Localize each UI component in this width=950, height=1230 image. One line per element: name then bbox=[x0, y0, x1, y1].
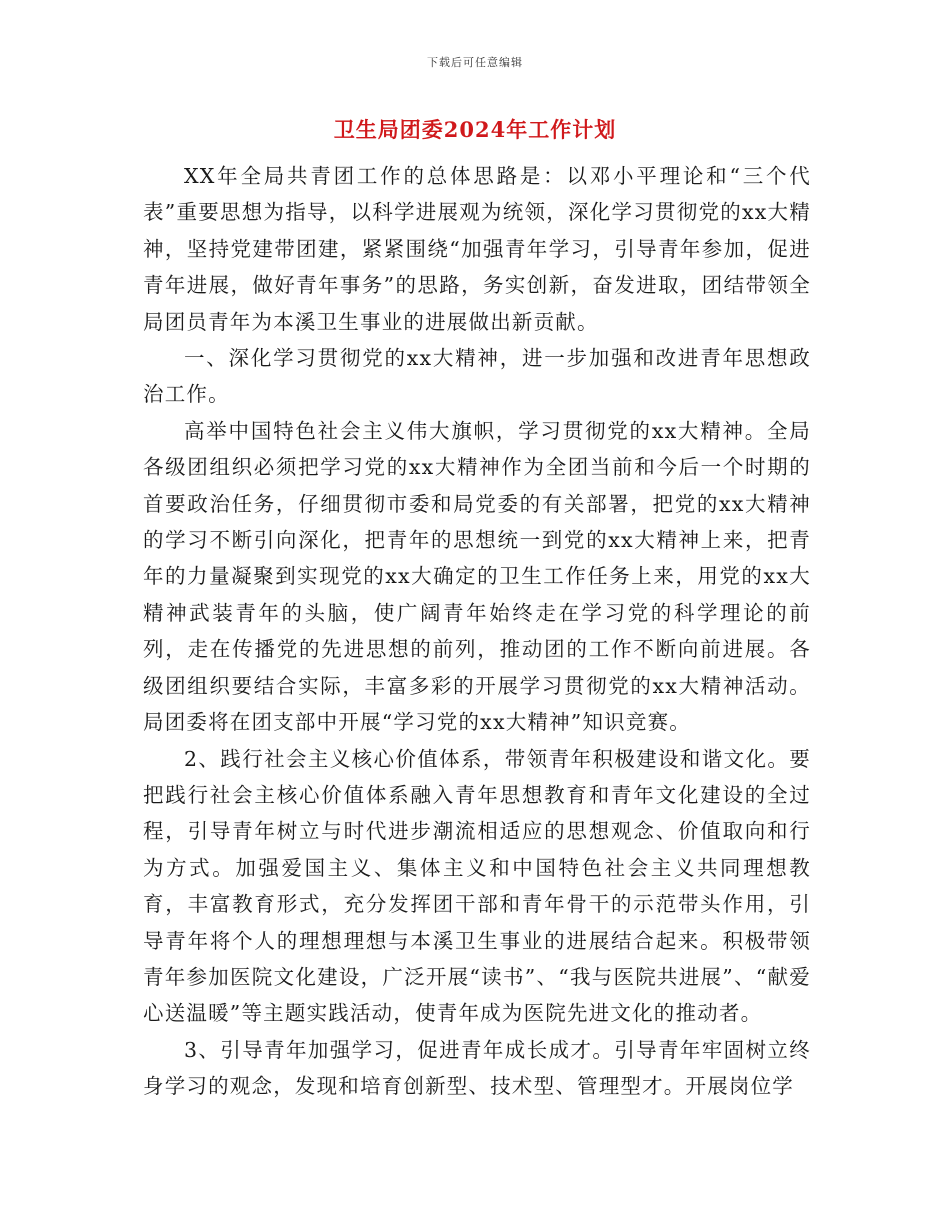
document-title: 卫生局团委2024年工作计划 bbox=[333, 117, 617, 142]
paragraph-section-1-body: 高举中国特色社会主义伟大旗帜，学习贯彻党的xx大精神。全局各级团组织必须把学习党的xx大精神作为全团当前和今后一个时期的首要政治任务，仔细贯彻市委和局党委的有关部署，把党的xx大精神的学习不断引向深化，把青年的思想统一到党的xx大精神上来，把青年的力量凝聚到实现党的xx大确定的卫生工作任务上来，用党的xx大精神武装青年的头脑，使广阔青年始终走在学习党的科学理论的前列，走在传播党的先进思想的前列，推动团的工作不断向前进展。各级团组织要结合实际，丰富多彩的开展学习贯彻党的xx大精神活动。局团委将在团支部中开展“学习党的xx大精神”知识竞赛。 bbox=[143, 418, 811, 735]
paragraph-intro: XX年全局共青团工作的总体思路是：以邓小平理论和“三个代表”重要思想为指导，以科学进展观为统领，深化学习贯彻党的xx大精神，坚持党建带团建，紧紧围绕“加强青年学习，引导青年参加，促进青年进展，做好青年事务”的思路，务实创新，奋发进取，团结带领全局团员青年为本溪卫生事业的进展做出新贡献。 bbox=[143, 164, 811, 334]
paragraph-section-1-heading: 一、深化学习贯彻党的xx大精神，进一步加强和改进青年思想政治工作。 bbox=[143, 346, 811, 407]
paragraph-section-2: 2、践行社会主义核心价值体系，带领青年积极建设和谐文化。要把践行社会主核心价值体系融入青年思想教育和青年文化建设的全过程，引导青年树立与时代进步潮流相适应的思想观念、价值取向和行为方式。加强爱国主义、集体主义和中国特色社会主义共同理想教育，丰富教育形式，充分发挥团干部和青年骨干的示范带头作用，引导青年将个人的理想理想与本溪卫生事业的进展结合起来。积极带领青年参加医院文化建设，广泛开展“读书”、“我与医院共进展”、“献爱心送温暖”等主题实践活动，使青年成为医院先进文化的推动者。 bbox=[143, 746, 811, 1026]
paragraph-section-3: 3、引导青年加强学习，促进青年成长成才。引导青年牢固树立终身学习的观念，发现和培育创新型、技术型、管理型才。开展岗位学 bbox=[143, 1037, 811, 1099]
header-note: 下载后可任意编辑 bbox=[427, 56, 523, 69]
document-body bbox=[143, 158, 811, 1105]
